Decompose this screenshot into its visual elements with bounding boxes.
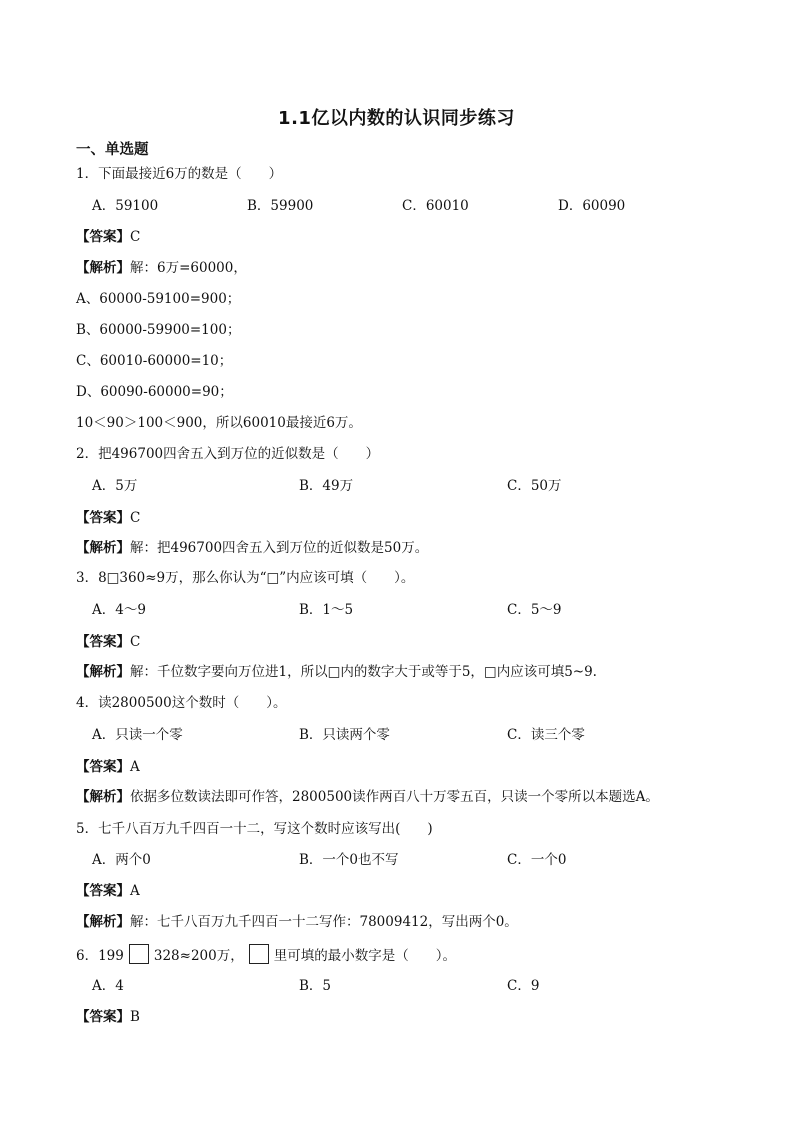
q5-answer — [76, 881, 140, 901]
q3-option-a: A．4～9 — [92, 602, 146, 618]
q2-answer-value: C — [130, 510, 141, 526]
blank-box — [129, 944, 149, 964]
q1-option-a: A．59100 — [92, 198, 159, 214]
q2-option-a: A．5万 — [92, 478, 138, 494]
answer-tag: 【答案】 — [76, 883, 130, 899]
q3-analysis — [76, 662, 597, 682]
q6-stem-part-3: 里可填的最小数字是（ ）。 — [273, 948, 456, 964]
q6-stem-part-1: 6．199 — [76, 948, 124, 964]
q2-answer — [76, 508, 140, 528]
q6-option-c: C．9 — [507, 978, 540, 994]
analysis-tag: 【解析】 — [76, 789, 130, 805]
q5-option-b: B．一个0也不写 — [299, 852, 399, 868]
q1-analysis-line-6: 10＜90＞100＜900，所以60010最接近6万。 — [76, 415, 362, 431]
q1-answer-value: C — [130, 229, 141, 245]
q3-answer — [76, 632, 140, 652]
q3-answer-value: C — [130, 634, 141, 650]
q6-answer — [76, 1007, 140, 1027]
page-title: 1.1亿以内数的认识同步练习 — [278, 108, 515, 129]
question-1-stem: 1．下面最接近6万的数是（ ） — [76, 166, 283, 182]
q6-option-a: A．4 — [92, 978, 124, 994]
q3-option-b: B．1～5 — [299, 602, 354, 618]
q4-analysis-text: 依据多位数读法即可作答，2800500读作两百八十万零五百，只读一个零所以本题选A。 — [130, 789, 659, 805]
section-heading: 一、单选题 — [76, 142, 149, 158]
answer-tag: 【答案】 — [76, 510, 130, 526]
answer-tag: 【答案】 — [76, 759, 130, 775]
question-4-stem: 4．读2800500这个数时（ ）。 — [76, 695, 287, 711]
q6-option-b: B．5 — [299, 978, 332, 994]
q3-analysis-text: 解：千位数字要向万位进1，所以□内的数字大于或等于5，□内应该可填5~9. — [130, 664, 597, 680]
q3-option-c: C．5～9 — [507, 602, 562, 618]
q5-analysis-text: 解：七千八百万九千四百一十二写作：78009412，写出两个0。 — [130, 914, 518, 930]
answer-tag: 【答案】 — [76, 634, 130, 650]
q5-answer-value: A — [130, 883, 140, 899]
q5-analysis — [76, 912, 518, 932]
q4-analysis — [76, 787, 659, 807]
q1-option-d: D．60090 — [558, 198, 626, 214]
q1-analysis-line-5: D、60090-60000=90； — [76, 384, 233, 400]
analysis-tag: 【解析】 — [76, 540, 130, 556]
q6-answer-value: B — [130, 1009, 140, 1025]
q6-stem-part-2: 328≈200万， — [153, 948, 244, 964]
q1-option-c: C．60010 — [402, 198, 469, 214]
q4-option-a: A．只读一个零 — [92, 727, 183, 743]
q2-analysis — [76, 538, 428, 558]
q1-analysis-line-2: A、60000-59100=900； — [76, 291, 241, 307]
q4-option-b: B．只读两个零 — [299, 727, 390, 743]
question-5-stem: 5．七千八百万九千四百一十二，写这个数时应该写出( ) — [76, 821, 433, 837]
q1-analysis — [76, 258, 247, 278]
q1-analysis-line-4: C、60010-60000=10； — [76, 353, 233, 369]
question-6-stem — [76, 944, 456, 966]
question-3-stem: 3．8□360≈9万，那么你认为“□”内应该可填（ ）。 — [76, 570, 415, 586]
blank-box — [249, 944, 269, 964]
q1-analysis-line-1: 解：6万=60000， — [130, 260, 247, 276]
q1-answer — [76, 227, 140, 247]
q1-analysis-line-3: B、60000-59900=100； — [76, 322, 241, 338]
analysis-tag: 【解析】 — [76, 664, 130, 680]
answer-tag: 【答案】 — [76, 1009, 130, 1025]
analysis-tag: 【解析】 — [76, 260, 130, 276]
q4-option-c: C．读三个零 — [507, 727, 585, 743]
q5-option-c: C．一个0 — [507, 852, 567, 868]
q2-option-b: B．49万 — [299, 478, 354, 494]
q2-option-c: C．50万 — [507, 478, 562, 494]
q1-option-b: B．59900 — [247, 198, 314, 214]
q2-analysis-text: 解：把496700四舍五入到万位的近似数是50万。 — [130, 540, 429, 556]
q4-answer-value: A — [130, 759, 140, 775]
q5-option-a: A．两个0 — [92, 852, 151, 868]
q4-answer — [76, 757, 140, 777]
question-2-stem: 2．把496700四舍五入到万位的近似数是（ ） — [76, 446, 380, 462]
answer-tag: 【答案】 — [76, 229, 130, 245]
analysis-tag: 【解析】 — [76, 914, 130, 930]
